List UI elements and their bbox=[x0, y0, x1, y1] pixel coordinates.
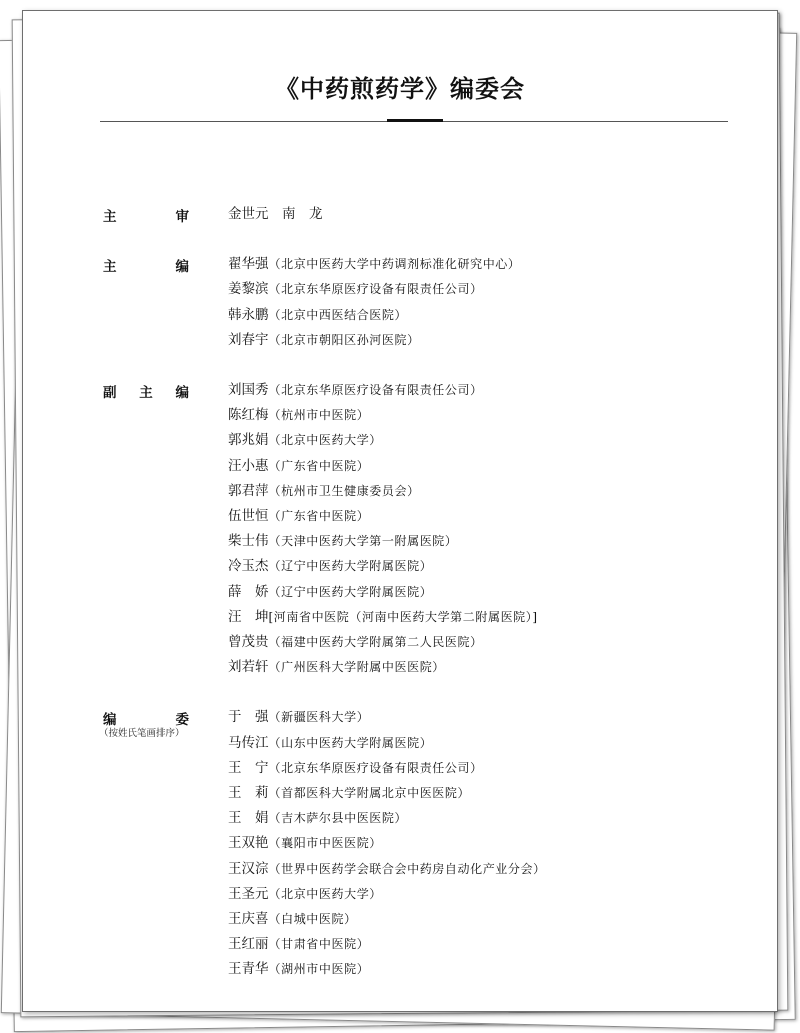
member-entry bbox=[228, 759, 483, 778]
member-entry bbox=[228, 557, 432, 576]
member-affiliation: [河南省中医院（河南中医药大学第二附属医院）] bbox=[268, 609, 538, 624]
member-name: 冷玉杰 bbox=[228, 558, 269, 575]
member-name: 韩永鹏 bbox=[228, 306, 269, 323]
role-label bbox=[103, 255, 189, 275]
member-entry bbox=[228, 960, 369, 979]
member-entry bbox=[228, 935, 369, 954]
member-affiliation: （湖州市中医院） bbox=[268, 962, 370, 977]
member-name: 刘若轩 bbox=[228, 659, 269, 676]
member-entry bbox=[228, 255, 521, 274]
member-affiliation: （北京东华原医疗设备有限责任公司） bbox=[268, 760, 483, 775]
member-name: 陈红梅 bbox=[228, 407, 269, 424]
member-affiliation: （世界中医药学会联合会中药房自动化产业分会） bbox=[268, 861, 546, 876]
title-divider-accent bbox=[387, 119, 443, 122]
member-affiliation: （白城中医院） bbox=[268, 912, 357, 926]
member-affiliation: （山东中医药大学附属医院） bbox=[268, 735, 433, 750]
member-entry bbox=[228, 708, 369, 727]
member-name: 姜黎滨 bbox=[228, 281, 269, 298]
member-entry bbox=[228, 734, 432, 753]
member-entry bbox=[228, 910, 357, 929]
member-name: 伍世恒 bbox=[228, 508, 269, 524]
member-entry bbox=[228, 809, 407, 828]
member-affiliation: （北京中西医结合医院） bbox=[268, 307, 408, 322]
member-name: 刘春宇 bbox=[228, 331, 269, 348]
member-entry bbox=[228, 885, 382, 904]
member-entry bbox=[228, 507, 369, 526]
member-name: 柴士伟 bbox=[228, 533, 269, 550]
member-name: 王庆喜 bbox=[228, 911, 269, 927]
role-label-char: 主 bbox=[139, 385, 153, 401]
member-affiliation: （广州医科大学附属中医医院） bbox=[268, 660, 445, 675]
member-name: 汪小惠 bbox=[228, 457, 269, 474]
role-label-char: 主 bbox=[103, 209, 117, 225]
document-page bbox=[22, 10, 778, 1012]
member-affiliation: （广东省中医院） bbox=[268, 509, 370, 523]
page-title: 《中药煎药学》编委会 bbox=[275, 75, 525, 103]
member-name: 王青华 bbox=[228, 961, 269, 978]
role-label-char: 编 bbox=[103, 712, 117, 729]
member-entry bbox=[228, 431, 382, 450]
member-entry bbox=[228, 457, 369, 476]
member-entry bbox=[228, 280, 483, 299]
member-name: 薛 娇 bbox=[228, 583, 269, 600]
member-entry bbox=[228, 306, 407, 325]
role-label-char: 编 bbox=[175, 259, 189, 276]
member-entry bbox=[228, 658, 445, 677]
member-affiliation: （杭州市卫生健康委员会） bbox=[268, 483, 420, 498]
member-name: 王 娟 bbox=[228, 810, 269, 827]
member-name: 马传江 bbox=[228, 734, 269, 751]
member-entry bbox=[228, 331, 420, 350]
member-affiliation: （广东省中医院） bbox=[268, 458, 370, 473]
role-label-char: 审 bbox=[175, 209, 189, 225]
member-entry bbox=[228, 381, 483, 400]
member-affiliation: （首都医科大学附属北京中医医院） bbox=[268, 786, 471, 800]
member-entry bbox=[228, 834, 382, 853]
member-name: 汪 坤 bbox=[228, 608, 269, 625]
member-name: 郭兆娟 bbox=[228, 432, 269, 449]
member-name: 王 宁 bbox=[228, 759, 269, 776]
member-name: 金世元 南 龙 bbox=[228, 206, 323, 222]
member-affiliation: （杭州市中医院） bbox=[268, 408, 370, 423]
member-affiliation: （辽宁中医药大学附属医院） bbox=[268, 584, 433, 599]
member-entry bbox=[228, 583, 432, 602]
member-name: 王双艳 bbox=[228, 835, 269, 852]
member-name: 王汉淙 bbox=[228, 860, 269, 877]
member-name: 曾茂贵 bbox=[228, 634, 269, 650]
member-affiliation: （新疆医科大学） bbox=[268, 710, 370, 725]
member-entry bbox=[228, 532, 458, 551]
member-entry bbox=[228, 784, 470, 803]
member-affiliation: （辽宁中医药大学附属医院） bbox=[268, 559, 433, 574]
role-label-char: 副 bbox=[103, 385, 117, 401]
member-name: 郭君萍 bbox=[228, 482, 269, 499]
member-entry bbox=[228, 633, 483, 652]
member-name: 王 莉 bbox=[228, 785, 269, 801]
member-affiliation: （天津中医药大学第一附属医院） bbox=[268, 534, 458, 549]
member-affiliation: （襄阳市中医医院） bbox=[268, 836, 382, 851]
member-name: 王红丽 bbox=[228, 936, 269, 953]
member-affiliation: （福建中医药大学附属第二人民医院） bbox=[268, 635, 483, 649]
role-label-char: 委 bbox=[175, 712, 189, 729]
member-entry bbox=[228, 860, 546, 879]
member-entry bbox=[228, 406, 369, 425]
member-affiliation: （甘肃省中医院） bbox=[268, 937, 370, 952]
member-affiliation: （北京东华原医疗设备有限责任公司） bbox=[268, 282, 483, 297]
member-name: 刘国秀 bbox=[228, 382, 269, 398]
member-entry bbox=[228, 205, 323, 224]
member-affiliation: （北京市朝阳区孙河医院） bbox=[268, 332, 420, 347]
role-label-char: 编 bbox=[175, 385, 189, 401]
member-affiliation: （北京中医药大学） bbox=[268, 433, 382, 448]
member-affiliation: （北京中医药大学中药调剂标准化研究中心） bbox=[268, 257, 521, 272]
role-label bbox=[103, 381, 189, 401]
member-name: 翟华强 bbox=[228, 256, 269, 273]
role-note: （按姓氏笔画排序） bbox=[99, 728, 185, 740]
member-name: 于 强 bbox=[228, 709, 269, 726]
member-entry bbox=[228, 482, 420, 501]
role-label bbox=[103, 205, 189, 225]
member-affiliation: （吉木萨尔县中医医院） bbox=[268, 811, 408, 826]
member-entry bbox=[228, 608, 538, 627]
member-affiliation: （北京东华原医疗设备有限责任公司） bbox=[268, 383, 483, 397]
member-affiliation: （北京中医药大学） bbox=[268, 886, 382, 901]
member-name: 王圣元 bbox=[228, 885, 269, 902]
role-label-char: 主 bbox=[103, 259, 117, 276]
